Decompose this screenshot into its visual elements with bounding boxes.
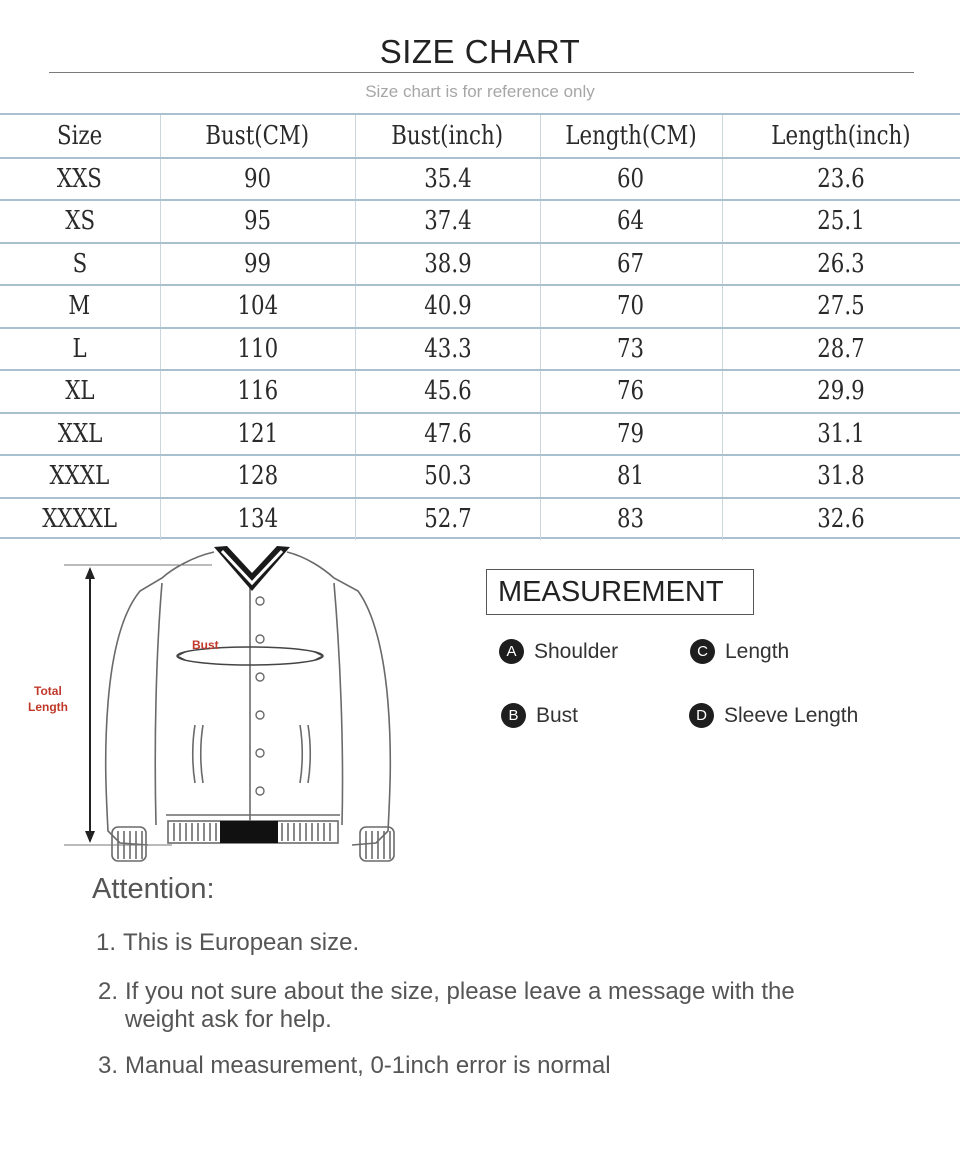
table-row — [0, 328, 960, 371]
table-row — [0, 455, 960, 498]
table-cell: 37.4 — [355, 200, 540, 243]
table-cell: 73 — [540, 328, 722, 371]
table-cell: XS — [0, 200, 160, 243]
table-cell: 32.6 — [817, 504, 865, 535]
table-row — [0, 285, 960, 328]
table-cell: 121 — [160, 413, 355, 456]
table-cell: 47.6 — [355, 413, 540, 456]
table-cell: 76 — [540, 370, 722, 413]
table-cell: 99 — [160, 243, 355, 286]
measurement-item-shoulder — [499, 639, 618, 664]
measurement-label: Sleeve Length — [724, 703, 859, 727]
table-cell: 27.5 — [722, 285, 960, 328]
table-cell: 116 — [160, 370, 355, 413]
letter-b-icon: B — [501, 703, 526, 728]
table-cell: 134 — [160, 498, 355, 541]
table-row — [0, 243, 960, 286]
table-cell: 90 — [160, 158, 355, 201]
page-subtitle: Size chart is for reference only — [365, 82, 595, 101]
table-cell: 35.4 — [355, 158, 540, 201]
table-cell: 81 — [540, 455, 722, 498]
measurement-label: Length — [725, 639, 790, 663]
table-cell: 45.6 — [355, 370, 540, 413]
measurement-heading: MEASUREMENT — [486, 569, 754, 615]
letter-d-icon: D — [689, 703, 714, 728]
table-cell: 38.9 — [355, 243, 540, 286]
column-header: Bust(CM) — [160, 115, 355, 158]
table-cell: M — [0, 285, 160, 328]
table-cell: 128 — [160, 455, 355, 498]
table-cell: 104 — [160, 285, 355, 328]
measurement-label: Bust — [536, 703, 579, 727]
size-table — [0, 113, 960, 539]
table-cell: XXXXL — [0, 498, 160, 541]
attention-heading: Attention: — [92, 873, 215, 905]
measurement-item-length — [690, 639, 789, 664]
table-cell: XXL — [0, 413, 160, 456]
table-row — [0, 200, 960, 243]
measurement-item-sleeve-length — [689, 703, 858, 728]
table-cell: L — [0, 328, 160, 371]
table-cell: XL — [0, 370, 160, 413]
table-cell: 67 — [540, 243, 722, 286]
table-cell: 28.7 — [722, 328, 960, 371]
table-cell: XXS — [0, 158, 160, 201]
table-cell: 60 — [540, 158, 722, 201]
table-row — [0, 370, 960, 413]
table-cell: 26.3 — [722, 243, 960, 286]
table-cell: 95 — [160, 200, 355, 243]
note-item: 2. If you not sure about the size, please leave a message with the weight ask for help. — [98, 978, 795, 1033]
page-title: SIZE CHART — [379, 33, 581, 70]
letter-a-icon: A — [499, 639, 524, 664]
table-cell: 52.7 — [355, 498, 540, 541]
measurement-label: Shoulder — [534, 639, 619, 663]
table-cell: 29.9 — [722, 370, 960, 413]
note-item: 1. This is European size. — [96, 929, 360, 956]
table-row — [0, 498, 960, 541]
table-row — [0, 413, 960, 456]
table-cell: 25.1 — [722, 200, 960, 243]
measurement-item-bust — [501, 703, 578, 728]
column-header: Bust(inch) — [355, 115, 540, 158]
column-header: Length(CM) — [540, 115, 722, 158]
jacket-diagram — [22, 543, 412, 873]
letter-c-icon: C — [690, 639, 715, 664]
total-length-label: Length — [28, 700, 68, 714]
table-cell: 79 — [540, 413, 722, 456]
bust-label: Bust — [192, 638, 219, 652]
table-cell: 50.3 — [355, 455, 540, 498]
table-cell: 83 — [540, 498, 722, 541]
column-header: Size — [0, 115, 160, 158]
note-item: 3. Manual measurement, 0-1inch error is normal — [98, 1052, 611, 1079]
table-cell: 23.6 — [722, 158, 960, 201]
table-cell: 70 — [540, 285, 722, 328]
table-cell: 31.1 — [722, 413, 960, 456]
table-header-row — [0, 115, 960, 158]
table-cell: XXXL — [0, 455, 160, 498]
title-divider — [49, 72, 914, 73]
table-cell: 31.8 — [722, 455, 960, 498]
table-cell: S — [0, 243, 160, 286]
table-cell: 43.3 — [355, 328, 540, 371]
table-row — [0, 158, 960, 201]
table-cell: 110 — [160, 328, 355, 371]
column-header: Length(inch) — [722, 115, 960, 158]
table-cell: 40.9 — [355, 285, 540, 328]
table-cell: 64 — [540, 200, 722, 243]
total-length-label: Total — [34, 684, 62, 698]
